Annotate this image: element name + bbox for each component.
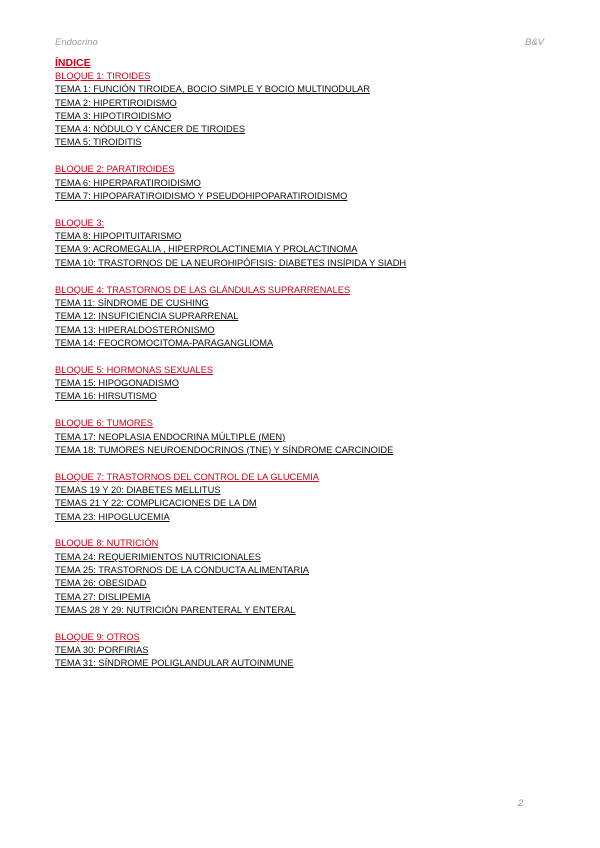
block-title-link[interactable]: BLOQUE 1: TIROIDES bbox=[55, 71, 151, 81]
topic-link[interactable]: TEMA 11: SÍNDROME DE CUSHING bbox=[55, 297, 209, 308]
header-right: B&V bbox=[524, 37, 544, 48]
topic-link[interactable]: TEMA 26: OBESIDAD bbox=[55, 578, 147, 589]
toc-block bbox=[55, 471, 555, 524]
topic-link[interactable]: TEMAS 19 Y 20: DIABETES MELLITUS bbox=[55, 484, 221, 495]
block-title-link[interactable]: BLOQUE 4: TRASTORNOS DE LAS GLÁNDULAS SUPRARRENALES bbox=[55, 284, 351, 295]
topic-link[interactable]: TEMA 15: HIPOGONADISMO bbox=[55, 378, 179, 389]
block-title-link[interactable]: BLOQUE 6: TUMORES bbox=[55, 418, 153, 429]
topic-link[interactable]: TEMA 1: FUNCIÓN TIROIDEA, BOCIO SIMPLE Y BOCIO MULTINODULAR bbox=[55, 84, 370, 95]
topic-link[interactable]: TEMA 2: HIPERTIROIDISMO bbox=[55, 97, 177, 108]
toc-block bbox=[55, 217, 555, 270]
topic-link[interactable]: TEMA 31: SÍNDROME POLIGLANDULAR AUTOINMUNE bbox=[55, 658, 294, 669]
topic-link[interactable]: TEMA 30: PORFIRIAS bbox=[55, 645, 149, 656]
topic-link[interactable]: TEMA 7: HIPOPARATIROIDISMO Y PSEUDOHIPOPARATIROIDISMO bbox=[55, 190, 348, 201]
index-title: ÍNDICE bbox=[55, 57, 91, 69]
topic-link[interactable]: TEMA 6: HIPERPARATIROIDISMO bbox=[55, 177, 201, 188]
topic-link[interactable]: TEMA 3: HIPOTIROIDISMO bbox=[55, 110, 172, 121]
topic-link[interactable]: TEMA 14: FEOCROMOCITOMA-PARAGANGLIOMA bbox=[55, 337, 274, 348]
block-title-link[interactable]: BLOQUE 3: bbox=[55, 217, 105, 228]
topic-link[interactable]: TEMA 4: NÓDULO Y CÁNCER DE TIROIDES bbox=[55, 124, 246, 135]
topic-link[interactable]: TEMA 18: TUMORES NEUROENDOCRINOS (TNE) Y SÍNDROME CARCINOIDE bbox=[55, 444, 394, 455]
topic-link[interactable]: TEMA 24: REQUERIMIENTOS NUTRICIONALES bbox=[55, 551, 261, 562]
topic-link[interactable]: TEMA 9: ACROMEGALIA , HIPERPROLACTINEMIA Y PROLACTINOMA bbox=[55, 244, 358, 255]
topic-link[interactable]: TEMA 17: NEOPLASIA ENDOCRINA MÚLTIPLE (MEN) bbox=[55, 431, 286, 442]
topic-link[interactable]: TEMA 23: HIPOGLUCEMIA bbox=[55, 511, 170, 522]
toc-block bbox=[55, 364, 555, 404]
toc-block bbox=[55, 163, 555, 203]
toc-block bbox=[55, 417, 555, 457]
topic-link[interactable]: TEMA 12: INSUFICIENCIA SUPRARRENAL bbox=[55, 311, 239, 322]
topic-link[interactable]: TEMA 8: HIPOPITUITARISMO bbox=[55, 231, 182, 242]
toc-block bbox=[55, 70, 555, 150]
block-title-link[interactable]: BLOQUE 9: OTROS bbox=[55, 631, 140, 642]
block-title-link[interactable]: BLOQUE 2: PARATIROIDES bbox=[55, 164, 175, 175]
block-title-link[interactable]: BLOQUE 8: NUTRICIÓN bbox=[55, 538, 159, 549]
header-left: Endocrino bbox=[55, 37, 98, 48]
topic-link[interactable]: TEMAS 21 Y 22: COMPLICACIONES DE LA DM bbox=[55, 498, 257, 509]
topic-link[interactable]: TEMA 27: DISLIPEMIA bbox=[55, 591, 151, 602]
blocks-list bbox=[55, 70, 555, 671]
topic-link[interactable]: TEMAS 28 Y 29: NUTRICIÓN PARENTERAL Y ENTERAL bbox=[55, 604, 296, 615]
toc-block bbox=[55, 631, 555, 671]
topic-link[interactable]: TEMA 13: HIPERALDOSTERONISMO bbox=[55, 324, 215, 335]
table-of-contents bbox=[55, 57, 555, 684]
toc-block bbox=[55, 284, 555, 350]
toc-block bbox=[55, 537, 555, 617]
topic-link[interactable]: TEMA 16: HIRSUTISMO bbox=[55, 391, 157, 402]
page-number: 2 bbox=[518, 798, 524, 809]
topic-link[interactable]: TEMA 10: TRASTORNOS DE LA NEUROHIPÓFISIS: DIABETES INSÍPIDA Y SIADH bbox=[55, 257, 407, 268]
topic-link[interactable]: TEMA 25: TRASTORNOS DE LA CONDUCTA ALIMENTARIA bbox=[55, 565, 310, 576]
block-title-link[interactable]: BLOQUE 5: HORMONAS SEXUALES bbox=[55, 364, 214, 375]
topic-link[interactable]: TEMA 5: TIROIDITIS bbox=[55, 137, 142, 148]
block-title-link[interactable]: BLOQUE 7: TRASTORNOS DEL CONTROL DE LA GLUCEMIA bbox=[55, 471, 319, 482]
